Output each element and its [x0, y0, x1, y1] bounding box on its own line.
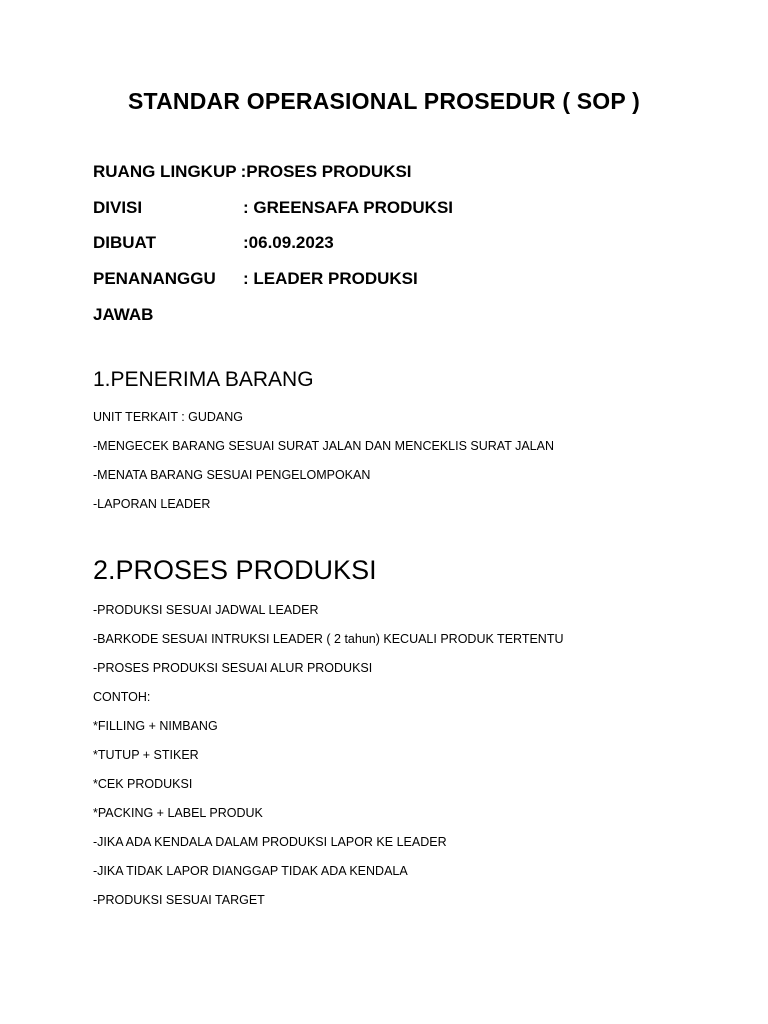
meta-row-responsible	[93, 269, 418, 289]
meta-division-value: : GREENSAFA PRODUKSI	[243, 198, 454, 217]
section2-line: -PRODUKSI SESUAI TARGET	[93, 893, 265, 907]
section2-line: *CEK PRODUKSI	[93, 777, 193, 791]
meta-row-responsible-cont	[93, 305, 153, 325]
section1-line: -MENGECEK BARANG SESUAI SURAT JALAN DAN MENCEKLIS SURAT JALAN	[93, 439, 554, 453]
meta-row-division	[93, 198, 453, 218]
section1-line: -MENATA BARANG SESUAI PENGELOMPOKAN	[93, 468, 371, 482]
section1-line: -LAPORAN LEADER	[93, 497, 211, 511]
meta-scope-value: :PROSES PRODUKSI	[240, 162, 412, 181]
meta-row-created	[93, 233, 334, 253]
section2-heading: 2.PROSES PRODUKSI	[93, 555, 377, 585]
section1-line: UNIT TERKAIT : GUDANG	[93, 410, 244, 424]
meta-responsible-value: : LEADER PRODUKSI	[243, 269, 418, 288]
meta-scope-key: RUANG LINGKUP	[93, 162, 237, 181]
section2-line: -BARKODE SESUAI INTRUKSI LEADER ( 2 tahun) KECUALI PRODUK TERTENTU	[93, 632, 564, 646]
section2-line: *FILLING + NIMBANG	[93, 719, 218, 733]
meta-responsible-key-cont: JAWAB	[93, 305, 154, 324]
section2-line: CONTOH:	[93, 690, 151, 704]
section2-line: *TUTUP + STIKER	[93, 748, 199, 762]
meta-responsible-key: PENANANGGU	[93, 269, 216, 288]
meta-created-key: DIBUAT	[93, 233, 156, 252]
meta-division-key: DIVISI	[93, 198, 143, 217]
section1-heading: 1.PENERIMA BARANG	[93, 368, 314, 391]
meta-created-value: :06.09.2023	[243, 233, 334, 252]
section2-line: -JIKA ADA KENDALA DALAM PRODUKSI LAPOR KE LEADER	[93, 835, 447, 849]
document-title: STANDAR OPERASIONAL PROSEDUR ( SOP )	[128, 88, 640, 114]
section2-line: -JIKA TIDAK LAPOR DIANGGAP TIDAK ADA KENDALA	[93, 864, 408, 878]
section2-line: -PRODUKSI SESUAI JADWAL LEADER	[93, 603, 319, 617]
section2-line: -PROSES PRODUKSI SESUAI ALUR PRODUKSI	[93, 661, 373, 675]
meta-row-scope	[93, 162, 412, 182]
section2-line: *PACKING + LABEL PRODUK	[93, 806, 263, 820]
